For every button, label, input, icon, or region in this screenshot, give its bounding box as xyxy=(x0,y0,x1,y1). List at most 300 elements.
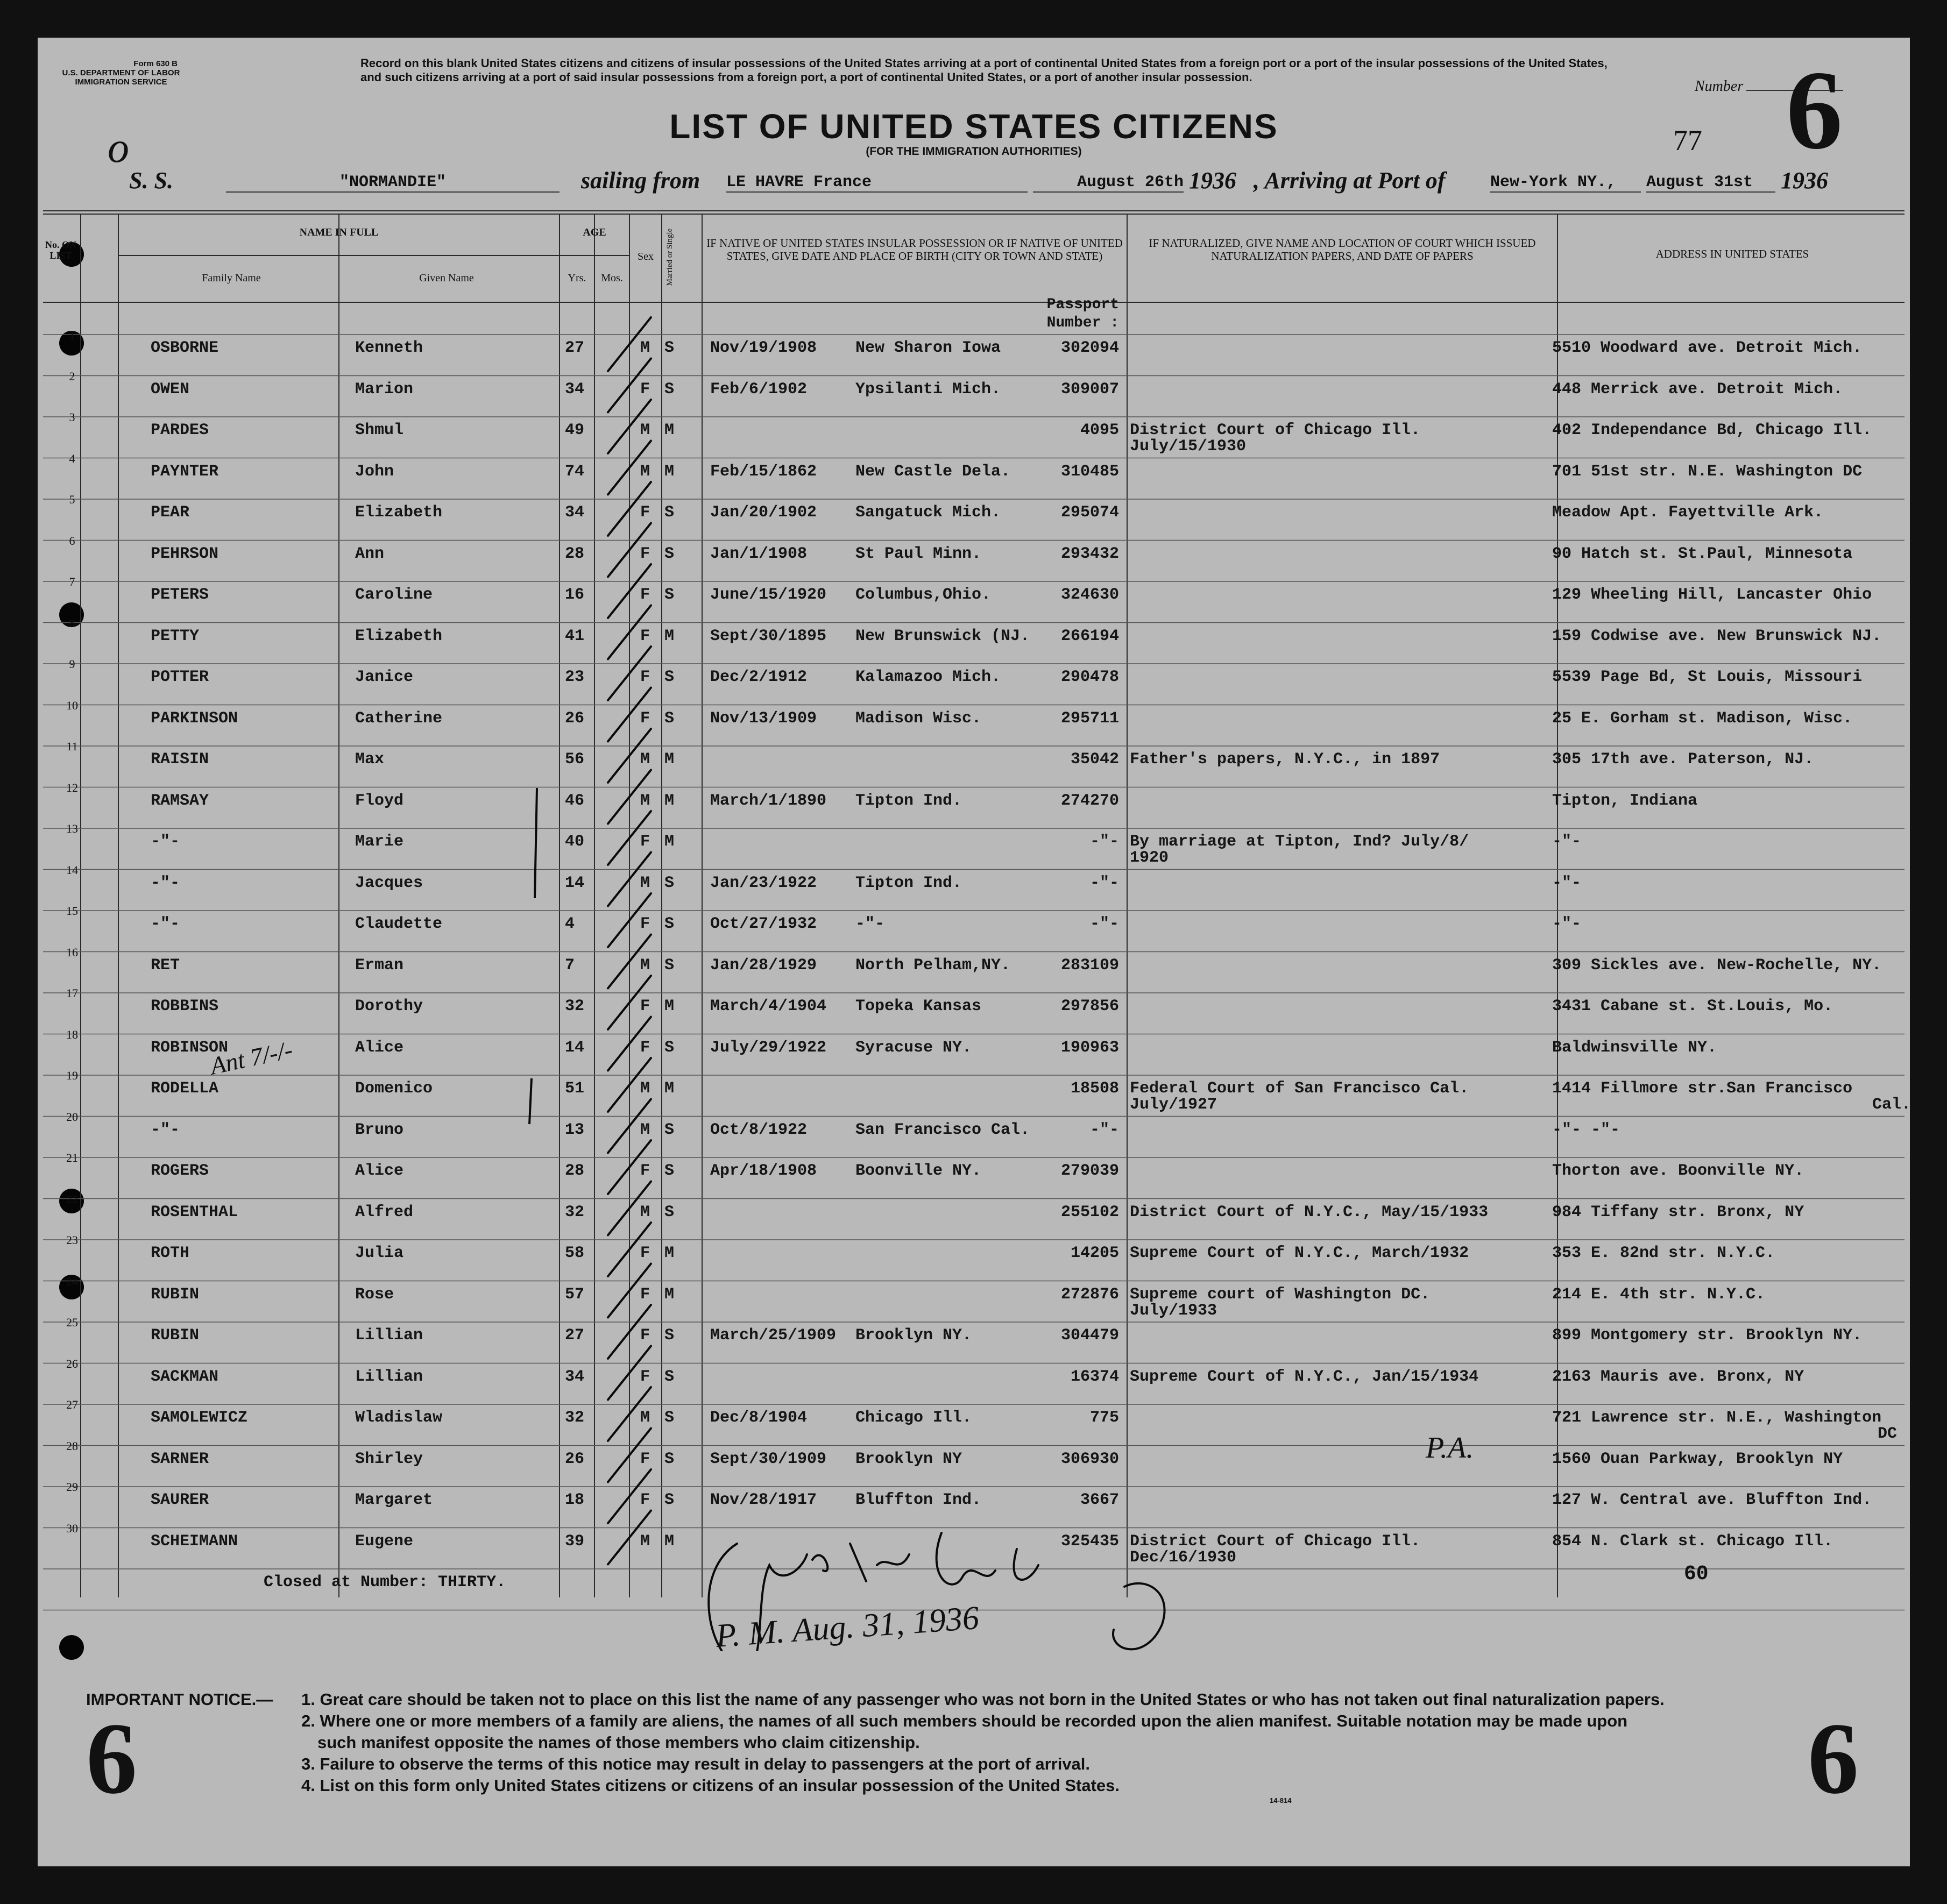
cell-ms: S xyxy=(664,1120,675,1139)
cell-birth-date: Oct/27/1932 xyxy=(710,915,817,933)
cell-given: Elizabeth xyxy=(355,627,443,645)
cell-given: Alice xyxy=(355,1038,404,1057)
cell-given: Bruno xyxy=(355,1120,404,1139)
cell-family: SACKMAN xyxy=(151,1367,219,1386)
cell-age: 34 xyxy=(565,380,585,399)
cell-birth-place: Tipton Ind. xyxy=(855,873,962,892)
cell-addr1: Baldwinsville NY. xyxy=(1552,1038,1717,1057)
cell-no: 2 xyxy=(69,369,75,383)
cell-given: Shmul xyxy=(355,421,404,439)
cell-ms: S xyxy=(664,1367,675,1386)
ship-name: "NORMANDIE" xyxy=(226,173,560,193)
cell-no: 30 xyxy=(66,1521,78,1535)
cell-passport: 295074 xyxy=(1060,503,1119,522)
preamble-text: Record on this blank United States citizens and citizens of insular possessions of the United States arriving at a port of continental United States from a foreign port or a port of the insular possessions of the United States, and such citizens arriving at a port of said insular possessions from a foreign port, a port of continental United States, or a port of another insular possession. xyxy=(360,56,1608,84)
cell-given: Alfred xyxy=(355,1203,414,1221)
sailing-year: 1936 xyxy=(1189,167,1236,194)
cell-birth-date: Apr/18/1908 xyxy=(710,1162,817,1180)
cell-sex: M xyxy=(640,1203,650,1221)
cell-age: 32 xyxy=(565,997,585,1015)
cell-passport: 190963 xyxy=(1060,1038,1119,1057)
cell-no: 11 xyxy=(66,740,78,753)
sailing-label: sailing from xyxy=(581,167,700,194)
cell-addr1: 3431 Cabane st. St.Louis, Mo. xyxy=(1552,997,1833,1015)
table-row xyxy=(38,945,1910,998)
cell-birth-date: Nov/13/1909 xyxy=(710,709,817,728)
cell-given: Elizabeth xyxy=(355,503,443,522)
cell-ms: S xyxy=(664,1162,675,1180)
cell-ms: S xyxy=(664,339,675,357)
cell-ms: S xyxy=(664,956,675,975)
cell-ms: S xyxy=(664,668,675,686)
total-annotation: 60 xyxy=(1684,1562,1709,1586)
cell-ms: S xyxy=(664,915,675,933)
arriving-label: , Arriving at Port of xyxy=(1254,167,1446,194)
table-row xyxy=(38,575,1910,627)
cell-age: 4 xyxy=(565,915,575,933)
cell-family: PARDES xyxy=(151,421,209,439)
header-given-name: Given Name xyxy=(419,272,474,284)
cell-family: RAMSAY xyxy=(151,791,209,810)
table-row xyxy=(38,904,1910,956)
cell-no: 13 xyxy=(66,822,78,835)
cell-given: Dorothy xyxy=(355,997,423,1015)
cell-ms: S xyxy=(664,544,675,563)
header-name-in-full: NAME IN FULL xyxy=(299,226,379,238)
cell-given: Eugene xyxy=(355,1532,414,1551)
cell-family: ROGERS xyxy=(151,1162,209,1180)
cell-passport: 310485 xyxy=(1060,462,1119,481)
table-row xyxy=(38,1192,1910,1245)
cell-sex: F xyxy=(640,1285,650,1304)
cell-given: John xyxy=(355,462,394,481)
table-row xyxy=(38,1480,1910,1532)
cell-family: OWEN xyxy=(151,380,190,399)
cell-age: 27 xyxy=(565,1326,585,1345)
cell-family: -"- xyxy=(151,833,180,851)
cell-family: RUBIN xyxy=(151,1326,200,1345)
cell-given: Catherine xyxy=(355,709,443,728)
cell-addr1: 309 Sickles ave. New-Rochelle, NY. xyxy=(1552,956,1882,975)
cell-no: 29 xyxy=(66,1480,78,1494)
table-row xyxy=(38,1398,1910,1450)
cell-age: 26 xyxy=(565,709,585,728)
list-number-bottom-right: 6 xyxy=(1808,1702,1859,1815)
notice-label: IMPORTANT NOTICE.— xyxy=(86,1690,273,1709)
cell-age: 28 xyxy=(565,544,585,563)
cell-nat1: Supreme Court of N.Y.C., March/1932 xyxy=(1130,1244,1469,1262)
cell-addr1: 305 17th ave. Paterson, NJ. xyxy=(1552,750,1814,769)
cell-family: PARKINSON xyxy=(151,709,238,728)
cell-ms: S xyxy=(664,709,675,728)
cell-no: 10 xyxy=(66,698,78,712)
cell-passport: 775 xyxy=(1089,1409,1119,1427)
cell-age: 74 xyxy=(565,462,585,481)
cell-birth-place: New Sharon Iowa xyxy=(855,339,1001,357)
notice-item: 4. List on this form only United States citizens or citizens of an insular possession of the United States. xyxy=(301,1776,1120,1795)
cell-age: 58 xyxy=(565,1244,585,1262)
cell-nat1: District Court of Chicago Ill. xyxy=(1130,421,1421,439)
cell-no: 8 xyxy=(69,616,75,630)
header-no-on-list: No. ON LIST xyxy=(45,239,76,261)
header-address: ADDRESS IN UNITED STATES xyxy=(1655,247,1809,260)
table-row xyxy=(38,534,1910,586)
cell-ms: S xyxy=(664,1038,675,1057)
cell-birth-place: Brooklyn NY. xyxy=(855,1326,972,1345)
cell-ms: M xyxy=(664,1285,675,1304)
table-row xyxy=(38,1027,1910,1080)
cell-addr1: 2163 Mauris ave. Bronx, NY xyxy=(1552,1367,1804,1386)
cell-birth-date: Jan/23/1922 xyxy=(710,873,817,892)
table-row xyxy=(38,328,1910,380)
cell-birth-date: Jan/20/1902 xyxy=(710,503,817,522)
cell-birth-place: Columbus,Ohio. xyxy=(855,586,992,604)
cell-passport: 266194 xyxy=(1060,627,1119,645)
cell-age: 49 xyxy=(565,421,585,439)
cell-ms: S xyxy=(664,586,675,604)
cell-addr1: 353 E. 82nd str. N.Y.C. xyxy=(1552,1244,1775,1262)
table-row xyxy=(38,616,1910,669)
cell-ms: M xyxy=(664,1244,675,1262)
cell-age: 39 xyxy=(565,1532,585,1551)
manifest-sheet xyxy=(38,38,1910,1866)
cell-addr1: 5510 Woodward ave. Detroit Mich. xyxy=(1552,339,1863,357)
cell-no: 14 xyxy=(66,863,78,877)
cell-birth-place: Tipton Ind. xyxy=(855,791,962,810)
handwritten-mark: o xyxy=(108,124,129,172)
cell-family: RAISIN xyxy=(151,750,209,769)
cell-birth-date: Dec/2/1912 xyxy=(710,668,808,686)
cell-family: OSBORNE xyxy=(151,339,219,357)
cell-given: Julia xyxy=(355,1244,404,1262)
notice-item: 1. Great care should be taken not to place on this list the name of any passenger who was not born in the United States or who has not taken out final naturalization papers. xyxy=(301,1690,1665,1709)
cell-sex: M xyxy=(640,1079,650,1098)
cell-age: 14 xyxy=(565,873,585,892)
cell-passport: 14205 xyxy=(1070,1244,1119,1262)
cell-addr1: 984 Tiffany str. Bronx, NY xyxy=(1552,1203,1804,1221)
cell-given: Marie xyxy=(355,833,404,851)
table-row xyxy=(38,451,1910,504)
cell-given: Wladislaw xyxy=(355,1409,443,1427)
cell-given: Margaret xyxy=(355,1491,433,1509)
cell-ms: M xyxy=(664,1079,675,1098)
cell-sex: M xyxy=(640,1532,650,1551)
cell-passport: 283109 xyxy=(1060,956,1119,975)
cell-birth-date: Sept/30/1909 xyxy=(710,1450,827,1468)
cell-addr1: 899 Montgomery str. Brooklyn NY. xyxy=(1552,1326,1863,1345)
cell-nat1: Supreme court of Washington DC. xyxy=(1130,1285,1431,1304)
cell-family: PETERS xyxy=(151,586,209,604)
cell-nat1: By marriage at Tipton, Ind? July/8/ xyxy=(1130,833,1469,851)
cell-no: 24 xyxy=(66,1274,78,1288)
departure-port: LE HAVRE France xyxy=(726,173,1028,193)
cell-ms: M xyxy=(664,627,675,645)
cell-passport: 297856 xyxy=(1060,997,1119,1015)
cell-no: 21 xyxy=(66,1151,78,1164)
cell-passport: 290478 xyxy=(1060,668,1119,686)
cell-age: 57 xyxy=(565,1285,585,1304)
cell-nat1: Supreme Court of N.Y.C., Jan/15/1934 xyxy=(1130,1367,1479,1386)
cell-ms: S xyxy=(664,1203,675,1221)
cell-family: -"- xyxy=(151,873,180,892)
cell-birth-date: Sept/30/1895 xyxy=(710,627,827,645)
cell-passport: 16374 xyxy=(1070,1367,1119,1386)
cell-no: 28 xyxy=(66,1439,78,1453)
cell-sex: M xyxy=(640,339,650,357)
cell-given: Erman xyxy=(355,956,404,975)
cell-ms: S xyxy=(664,873,675,892)
sailing-date: August 26th xyxy=(1033,173,1184,193)
cell-nat2: July/1933 xyxy=(1130,1301,1217,1320)
table-row xyxy=(38,1356,1910,1409)
cell-birth-date: June/15/1920 xyxy=(710,586,827,604)
cell-family: PEAR xyxy=(151,503,190,522)
service-name: IMMIGRATION SERVICE xyxy=(75,77,167,87)
cell-birth-place: Bluffton Ind. xyxy=(855,1491,982,1509)
cell-addr1: -"- xyxy=(1552,873,1582,892)
cell-passport: -"- xyxy=(1089,833,1119,851)
cell-no: 9 xyxy=(69,657,75,671)
ss-label: S. S. xyxy=(129,167,173,194)
cell-passport: 274270 xyxy=(1060,791,1119,810)
header-birth: IF NATIVE OF UNITED STATES INSULAR POSSESSION OR IF NATIVE OF UNITED STATES, GIVE DATE AND PLACE OF BIRTH (CITY OR TOWN AND STATE) xyxy=(706,237,1123,262)
cell-ms: S xyxy=(664,1409,675,1427)
list-number: 6 xyxy=(1786,48,1843,173)
cell-given: Ann xyxy=(355,544,385,563)
cell-birth-date: March/4/1904 xyxy=(710,997,827,1015)
cell-passport: 306930 xyxy=(1060,1450,1119,1468)
cell-age: 56 xyxy=(565,750,585,769)
table-row xyxy=(38,780,1910,833)
cell-passport: 4095 xyxy=(1080,421,1119,439)
cell-age: 34 xyxy=(565,503,585,522)
cell-sex: F xyxy=(640,1244,650,1262)
cell-no: 18 xyxy=(66,1027,78,1041)
cell-birth-place: San Francisco Cal. xyxy=(855,1120,1030,1139)
cell-nat1: District Court of Chicago Ill. xyxy=(1130,1532,1421,1551)
cell-addr1: 854 N. Clark st. Chicago Ill. xyxy=(1552,1532,1833,1551)
cell-sex: F xyxy=(640,833,650,851)
cell-sex: M xyxy=(640,1409,650,1427)
cell-given: Rose xyxy=(355,1285,394,1304)
cell-family: -"- xyxy=(151,1120,180,1139)
cell-family: SARNER xyxy=(151,1450,209,1468)
cell-no: 17 xyxy=(66,986,78,1000)
cell-given: Jacques xyxy=(355,873,423,892)
cell-family: SAURER xyxy=(151,1491,209,1509)
cell-ms: M xyxy=(664,997,675,1015)
department-name: U.S. DEPARTMENT OF LABOR xyxy=(62,68,180,77)
table-row xyxy=(38,1521,1910,1574)
header-age: AGE xyxy=(583,226,606,238)
handwritten-annotation: Ant 7/-/- xyxy=(208,1035,295,1080)
cell-addr1: Thorton ave. Boonville NY. xyxy=(1552,1162,1804,1180)
cell-ms: S xyxy=(664,1326,675,1345)
cell-family: ROTH xyxy=(151,1244,190,1262)
cell-given: Domenico xyxy=(355,1079,433,1098)
cell-given: Marion xyxy=(355,380,414,399)
cell-given: Alice xyxy=(355,1162,404,1180)
cell-given: Claudette xyxy=(355,915,443,933)
cell-addr1: -"- xyxy=(1552,833,1582,851)
cell-given: Janice xyxy=(355,668,414,686)
cell-birth-date: March/25/1909 xyxy=(710,1326,837,1345)
cell-birth-place: New Brunswick (NJ. xyxy=(855,627,1030,645)
cell-birth-place: North Pelham,NY. xyxy=(855,956,1011,975)
cell-age: 34 xyxy=(565,1367,585,1386)
cell-sex: F xyxy=(640,1326,650,1345)
cell-addr1: 159 Codwise ave. New Brunswick NJ. xyxy=(1552,627,1882,645)
page-title: LIST OF UNITED STATES CITIZENS xyxy=(669,107,1278,146)
cell-sex: M xyxy=(640,956,650,975)
cell-birth-place: Boonville NY. xyxy=(855,1162,982,1180)
cell-nat1: Federal Court of San Francisco Cal. xyxy=(1130,1079,1469,1098)
cell-birth-place: Topeka Kansas xyxy=(855,997,982,1015)
cell-no: 5 xyxy=(69,493,75,506)
cell-ms: M xyxy=(664,421,675,439)
cell-family: RUBIN xyxy=(151,1285,200,1304)
cell-no: 12 xyxy=(66,780,78,794)
table-row xyxy=(38,740,1910,792)
cell-passport: 272876 xyxy=(1060,1285,1119,1304)
cell-sex: F xyxy=(640,1450,650,1468)
cell-age: 7 xyxy=(565,956,575,975)
passport-number-label: Passport Number : xyxy=(1046,296,1119,331)
table-row xyxy=(38,698,1910,751)
cell-no: 3 xyxy=(69,410,75,424)
cell-age: 51 xyxy=(565,1079,585,1098)
page-subtitle: (FOR THE IMMIGRATION AUTHORITIES) xyxy=(866,145,1082,158)
cell-ms: S xyxy=(664,380,675,399)
cell-no: 7 xyxy=(69,575,75,588)
cell-no: 1 xyxy=(69,328,75,342)
cell-addr1: -"- xyxy=(1552,915,1582,933)
cell-addr1: 1560 Ouan Parkway, Brooklyn NY xyxy=(1552,1450,1843,1468)
cell-sex: M xyxy=(640,873,650,892)
cell-birth-place: New Castle Dela. xyxy=(855,462,1011,481)
cell-passport: 3667 xyxy=(1080,1491,1119,1509)
cell-family: ROBINSON xyxy=(151,1038,229,1057)
handwritten-initials: P.A. xyxy=(1426,1431,1474,1465)
table-row xyxy=(38,1274,1910,1327)
cell-family: RET xyxy=(151,956,180,975)
list-number-bottom-left: 6 xyxy=(86,1702,137,1815)
cell-sex: F xyxy=(640,627,650,645)
table-row xyxy=(38,1233,1910,1285)
cell-ms: M xyxy=(664,462,675,481)
cell-no: 15 xyxy=(66,904,78,918)
cell-addr1: 402 Independance Bd, Chicago Ill. xyxy=(1552,421,1872,439)
table-row xyxy=(38,1110,1910,1162)
cell-nat1: Father's papers, N.Y.C., in 1897 xyxy=(1130,750,1440,769)
cell-passport: 255102 xyxy=(1060,1203,1119,1221)
table-row xyxy=(38,1439,1910,1491)
cell-family: ROBBINS xyxy=(151,997,219,1015)
cell-ms: M xyxy=(664,791,675,810)
cell-birth-place: -"- xyxy=(855,915,885,933)
cell-birth-place: Syracuse NY. xyxy=(855,1038,972,1057)
cell-birth-place: Sangatuck Mich. xyxy=(855,503,1001,522)
cell-given: Floyd xyxy=(355,791,404,810)
cell-birth-date: March/1/1890 xyxy=(710,791,827,810)
cell-family: ROSENTHAL xyxy=(151,1203,238,1221)
cell-sex: M xyxy=(640,750,650,769)
cell-passport: 295711 xyxy=(1060,709,1119,728)
cell-no: 25 xyxy=(66,1316,78,1329)
cell-no: 20 xyxy=(66,1110,78,1124)
cell-sex: F xyxy=(640,1367,650,1386)
table-row xyxy=(38,1151,1910,1203)
cell-addr1: 90 Hatch st. St.Paul, Minnesota xyxy=(1552,544,1853,563)
cell-birth-place: Ypsilanti Mich. xyxy=(855,380,1001,399)
cell-nat2: 1920 xyxy=(1130,849,1169,867)
cell-passport: 18508 xyxy=(1070,1079,1119,1098)
cell-birth-place: Kalamazoo Mich. xyxy=(855,668,1001,686)
cell-given: Caroline xyxy=(355,586,433,604)
header-years: Yrs. xyxy=(568,272,586,284)
cell-family: PETTY xyxy=(151,627,200,645)
cell-given: Shirley xyxy=(355,1450,423,1468)
cell-birth-date: Nov/19/1908 xyxy=(710,339,817,357)
cell-passport: 324630 xyxy=(1060,586,1119,604)
cell-birth-date: July/29/1922 xyxy=(710,1038,827,1057)
cell-age: 14 xyxy=(565,1038,585,1057)
cell-age: 13 xyxy=(565,1120,585,1139)
cell-passport: 309007 xyxy=(1060,380,1119,399)
cell-given: Lillian xyxy=(355,1367,423,1386)
cell-addr2: Cal. xyxy=(1872,1096,1911,1114)
cell-passport: 293432 xyxy=(1060,544,1119,563)
table-row xyxy=(38,493,1910,545)
cell-ms: S xyxy=(664,503,675,522)
cell-passport: -"- xyxy=(1089,1120,1119,1139)
cell-birth-place: Madison Wisc. xyxy=(855,709,982,728)
cell-birth-date: Dec/8/1904 xyxy=(710,1409,808,1427)
cell-birth-date: Oct/8/1922 xyxy=(710,1120,808,1139)
cell-no: 16 xyxy=(66,945,78,959)
cell-sex: F xyxy=(640,586,650,604)
cell-age: 41 xyxy=(565,627,585,645)
cell-age: 40 xyxy=(565,833,585,851)
cell-passport: 304479 xyxy=(1060,1326,1119,1345)
cell-nat2: July/15/1930 xyxy=(1130,437,1247,456)
cell-birth-date: Feb/6/1902 xyxy=(710,380,808,399)
arrival-date: August 31st xyxy=(1646,173,1775,193)
cell-family: PAYNTER xyxy=(151,462,219,481)
cell-family: PEHRSON xyxy=(151,544,219,563)
cell-nat1: District Court of N.Y.C., May/15/1933 xyxy=(1130,1203,1489,1221)
cell-no: 22 xyxy=(66,1192,78,1206)
cell-addr2: DC xyxy=(1878,1425,1898,1443)
cell-addr1: Tipton, Indiana xyxy=(1552,791,1698,810)
cell-sex: F xyxy=(640,1162,650,1180)
table-row xyxy=(38,410,1910,463)
cell-addr1: 1414 Fillmore str.San Francisco xyxy=(1552,1079,1853,1098)
header-months: Mos. xyxy=(601,272,623,284)
cell-birth-date: Nov/28/1917 xyxy=(710,1491,817,1509)
cell-sex: F xyxy=(640,668,650,686)
header-sex: Sex xyxy=(638,251,654,262)
cell-family: POTTER xyxy=(151,668,209,686)
cell-sex: M xyxy=(640,1120,650,1139)
number-label: Number xyxy=(1695,78,1843,95)
table-row xyxy=(38,863,1910,915)
closed-at-number: Closed at Number: THIRTY. xyxy=(264,1573,506,1592)
cell-age: 23 xyxy=(565,668,585,686)
cell-addr1: 25 E. Gorham st. Madison, Wisc. xyxy=(1552,709,1853,728)
cell-family: RODELLA xyxy=(151,1079,219,1098)
table-row xyxy=(38,657,1910,709)
